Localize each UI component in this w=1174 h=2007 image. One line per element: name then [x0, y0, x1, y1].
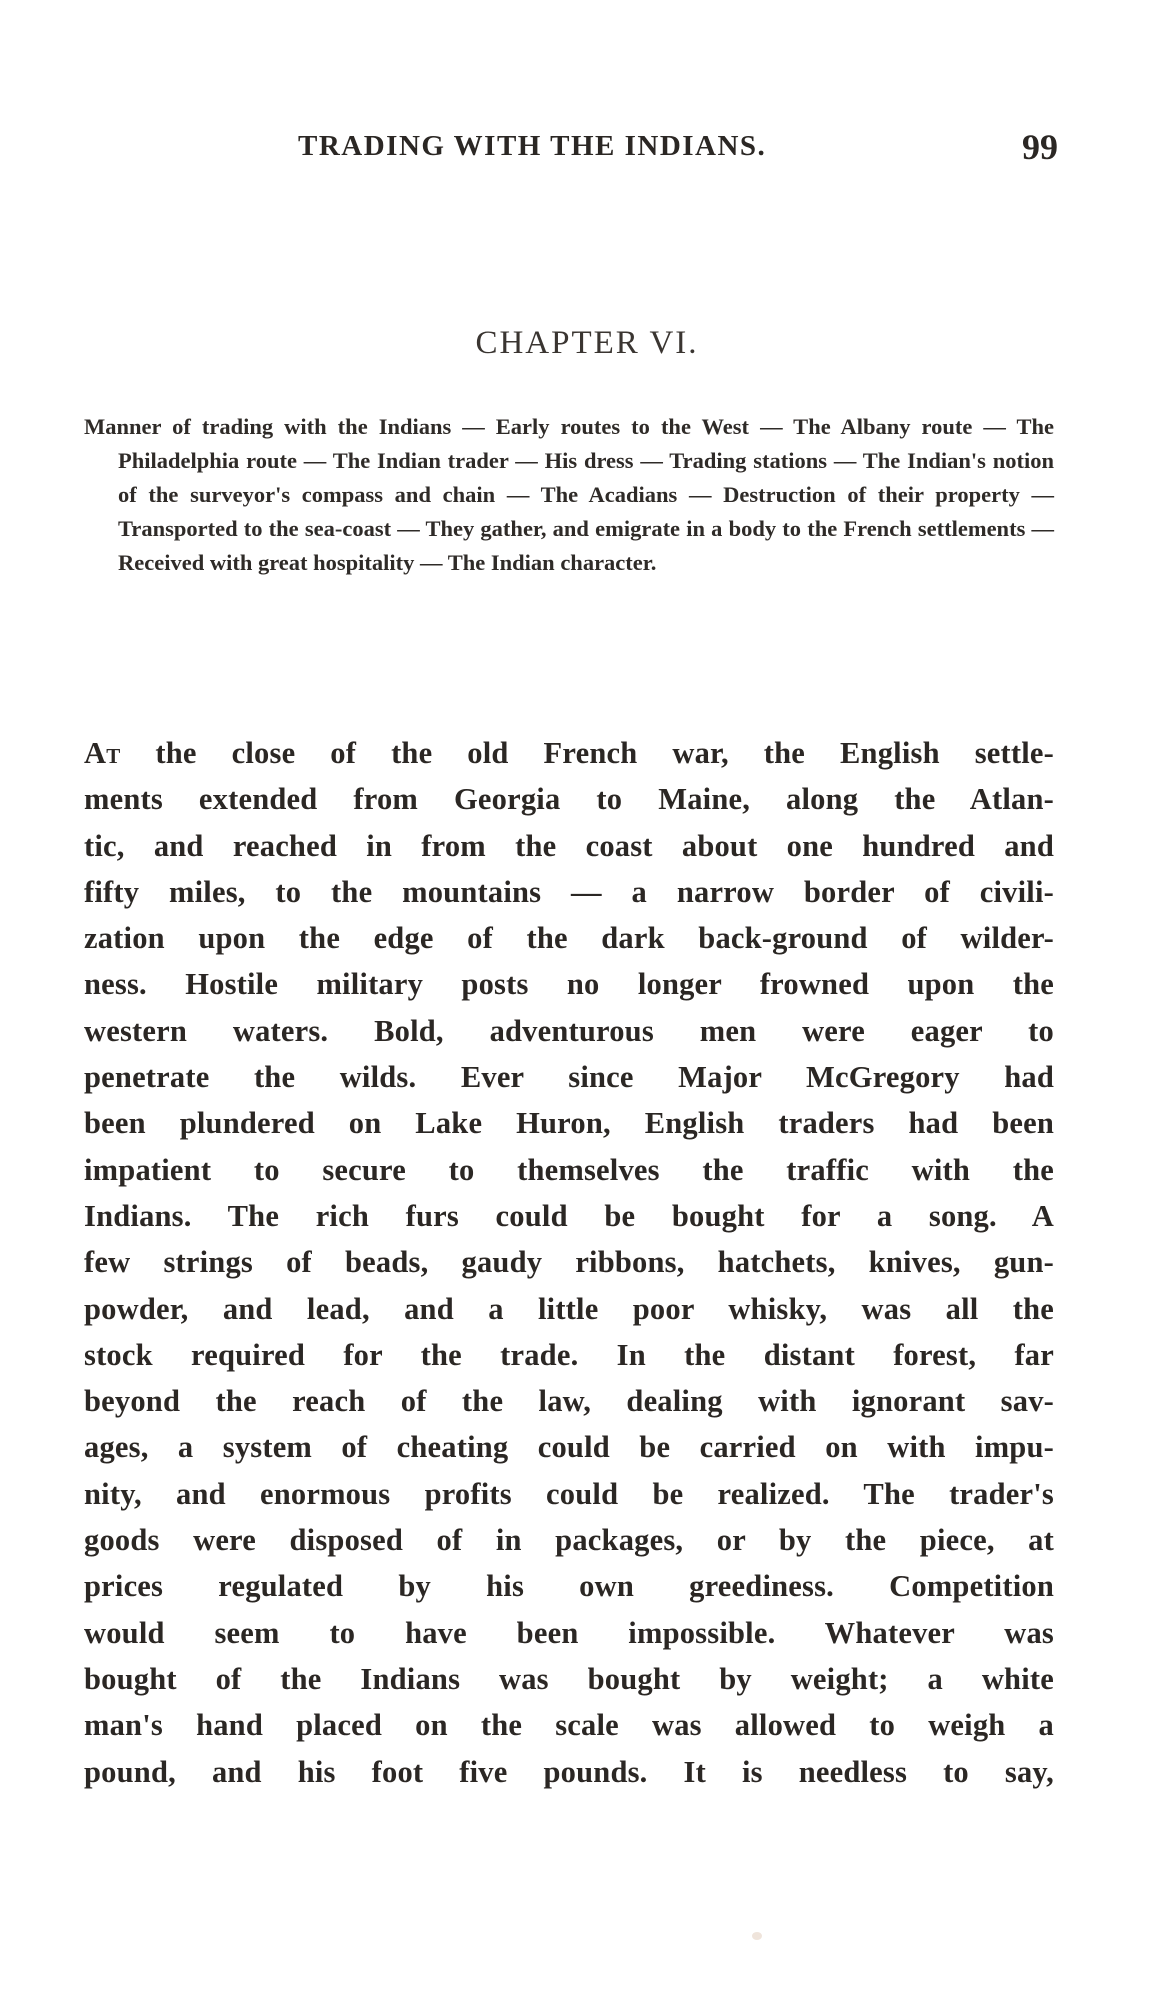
- body-line: ness. Hostile military posts no longer frowned upon the: [84, 967, 1054, 1002]
- body-line: At the close of the old French war, the English settle-: [84, 736, 1054, 770]
- body-line: prices regulated by his own greediness. Competition: [84, 1569, 1054, 1604]
- body-text: [84, 730, 1054, 1795]
- chapter-summary: Manner of trading with the Indians — Early routes to the West — The Albany route — The Philadelphia route — The Indian trader — His dress — Trading stations — The Indian's notion of the surveyor's compass and chain — The Acadians — Destruction of their property — Transported to the sea-coast — They gather, and emigrate in a body to the French settlements — Received with great hospitality — The Indian character.: [84, 414, 1054, 575]
- body-line: man's hand placed on the scale was allowed to weigh a: [84, 1708, 1054, 1743]
- body-line: bought of the Indians was bought by weight; a white: [84, 1661, 1054, 1696]
- body-line: nity, and enormous profits could be realized. The trader's: [84, 1476, 1054, 1511]
- paper-speck: [752, 1932, 762, 1940]
- body-line: beyond the reach of the law, dealing with ignorant sav-: [84, 1384, 1054, 1419]
- body-line: zation upon the edge of the dark back-ground of wilder-: [84, 921, 1054, 956]
- chapter-title: CHAPTER VI.: [475, 325, 699, 361]
- body-line: goods were disposed of in packages, or by the piece, at: [84, 1523, 1054, 1558]
- page-number: 99: [1022, 127, 1058, 167]
- body-line: powder, and lead, and a little poor whisky, was all the: [84, 1291, 1054, 1326]
- body-line: would seem to have been impossible. Whatever was: [84, 1615, 1054, 1650]
- body-line: impatient to secure to themselves the traffic with the: [84, 1152, 1054, 1187]
- body-line: western waters. Bold, adventurous men were eager to: [84, 1013, 1054, 1048]
- body-line: stock required for the trade. In the distant forest, far: [84, 1337, 1054, 1372]
- body-line: fifty miles, to the mountains — a narrow border of civili-: [84, 874, 1054, 909]
- body-line: ages, a system of cheating could be carried on with impu-: [84, 1430, 1054, 1465]
- body-line: been plundered on Lake Huron, English traders had been: [84, 1106, 1054, 1141]
- running-title: TRADING WITH THE INDIANS.: [298, 130, 767, 162]
- body-line: penetrate the wilds. Ever since Major McGregory had: [84, 1060, 1054, 1095]
- body-line: pound, and his foot five pounds. It is needless to say,: [84, 1754, 1054, 1789]
- running-head: [108, 127, 1058, 174]
- body-line: tic, and reached in from the coast about one hundred and: [84, 828, 1054, 863]
- body-line: few strings of beads, gaudy ribbons, hatchets, knives, gun-: [84, 1245, 1054, 1280]
- lead-word: At: [84, 736, 121, 770]
- body-line: ments extended from Georgia to Maine, along the Atlan-: [84, 782, 1054, 817]
- body-line: Indians. The rich furs could be bought for a song. A: [84, 1198, 1054, 1233]
